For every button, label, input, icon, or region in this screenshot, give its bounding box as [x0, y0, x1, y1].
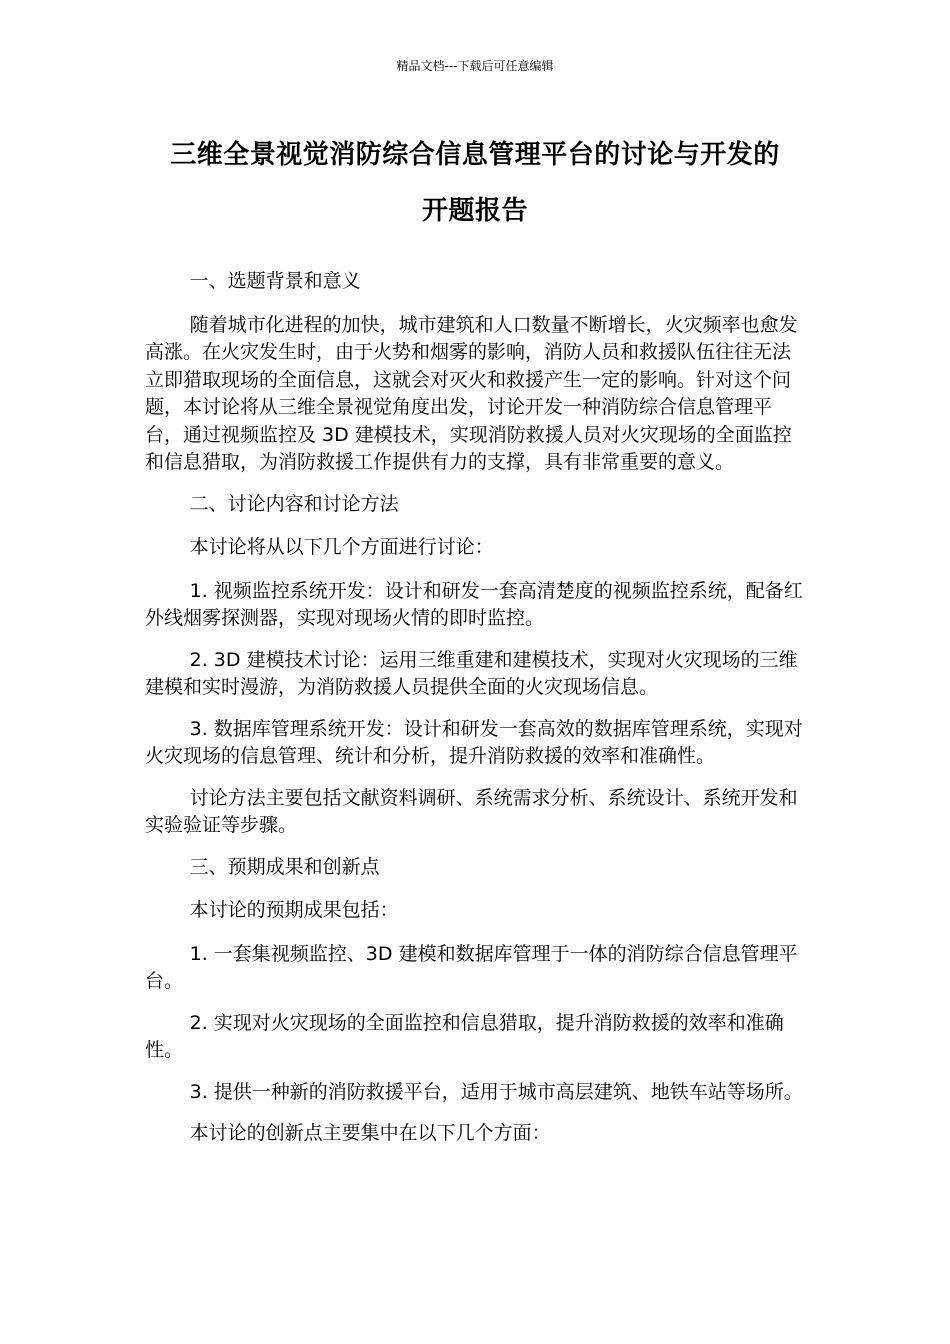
paragraph-innovations-intro: 本讨论的创新点主要集中在以下几个方面： [189, 1122, 551, 1144]
list-item-outcome-new-platform: 3. 提供一种新的消防救援平台，适用于城市高层建筑、地铁车站等场所。 [189, 1080, 803, 1103]
list-item-outcome-platform: 1. 一套集视频监控、3D 建模和数据库管理于一体的消防综合信息管理平台。 [145, 942, 798, 992]
list-item-outcome-monitoring: 2. 实现对火灾现场的全面监控和信息猎取，提升消防救援的效率和准确性。 [145, 1011, 784, 1061]
paragraph-intro-aspects: 本讨论将从以下几个方面进行讨论： [189, 536, 494, 558]
page-header: 精品文档---下载后可任意编辑 [396, 59, 554, 73]
paragraph-outcomes-intro: 本讨论的预期成果包括： [189, 899, 399, 921]
section-heading-background: 一、选题背景和意义 [189, 270, 361, 292]
list-item-3d-modeling: 2. 3D 建模技术讨论：运用三维重建和建模技术，实现对火灾现场的三维建模和实时漫游，为消防救援人员提供全面的火灾现场信息。 [145, 648, 798, 698]
section-heading-outcomes: 三、预期成果和创新点 [189, 855, 380, 878]
document-title-line-1: 三维全景视觉消防综合信息管理平台的讨论与开发的 [170, 140, 780, 170]
paragraph-background: 随着城市化进程的加快，城市建筑和人口数量不断增长，火灾频率也愈发高涨。在火灾发生时，由于火势和烟雾的影响，消防人员和救援队伍往往无法立即猎取现场的全面信息，这就会对灭火和救援产生一定的影响。针对这个问题，本讨论将从三维全景视觉角度出发，讨论开发一种消防综合信息管理平台，通过视频监控及 3D 建模技术，实现消防救援人员对火灾现场的全面监控和信息猎取，为消防救援工作提供有力的支撑，具有非常重要的意义。 [145, 313, 798, 473]
document-title-line-2: 开题报告 [421, 196, 528, 226]
paragraph-methods: 讨论方法主要包括文献资料调研、系统需求分析、系统设计、系统开发和实验验证等步骤。 [145, 786, 798, 836]
list-item-database-system: 3. 数据库管理系统开发：设计和研发一套高效的数据库管理系统，实现对火灾现场的信息管理、统计和分析，提升消防救援的效率和准确性。 [145, 717, 803, 767]
document-body [145, 268, 807, 1162]
section-heading-content-methods: 二、讨论内容和讨论方法 [189, 492, 399, 515]
list-item-video-monitoring: 1. 视频监控系统开发：设计和研发一套高清楚度的视频监控系统，配备红外线烟雾探测器，实现对现场火情的即时监控。 [145, 579, 803, 629]
